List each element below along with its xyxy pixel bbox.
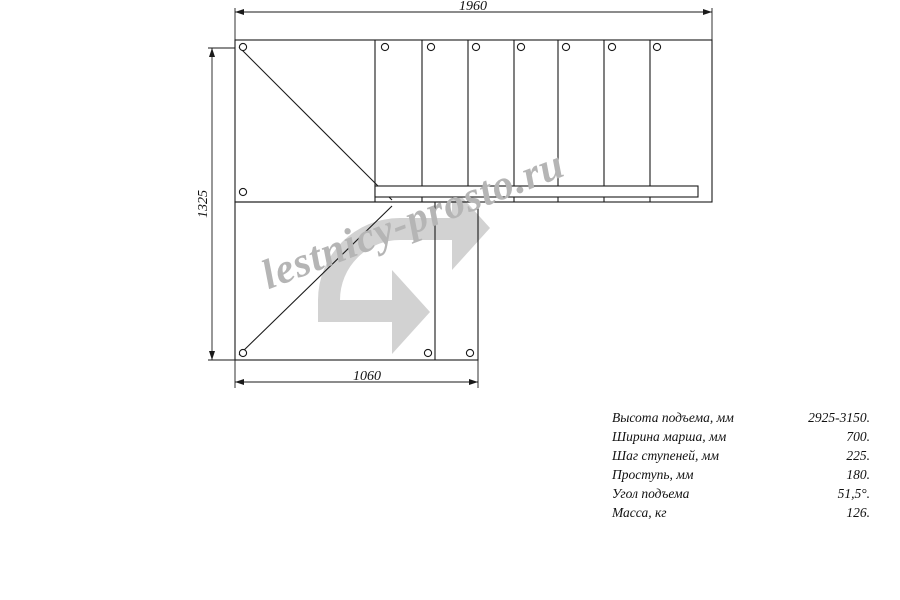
dimension-bottom-width: 1060 — [353, 369, 381, 384]
spec-label: Шаг ступеней, мм — [612, 448, 720, 463]
upper-flight-outline — [235, 40, 712, 202]
spec-label: Угол подъема — [612, 486, 690, 501]
spec-value: 51,5°. — [837, 486, 870, 501]
spec-label: Масса, кг — [612, 505, 667, 520]
spec-value: 700. — [846, 429, 870, 444]
dimension-left-height: 1325 — [196, 190, 211, 218]
spec-value: 180. — [846, 467, 870, 482]
diagonal-brace-upper — [239, 47, 392, 200]
specification-table — [612, 408, 870, 522]
spec-row — [612, 503, 870, 522]
fixing-points — [239, 43, 660, 356]
spec-row — [612, 446, 870, 465]
spec-value: 2925-3150. — [808, 410, 870, 425]
spec-label: Ширина марша, мм — [612, 429, 727, 444]
spec-label: Проступь, мм — [612, 467, 694, 482]
direction-arrow — [318, 186, 490, 354]
spec-row — [612, 427, 870, 446]
dimension-top-width: 1960 — [459, 0, 487, 14]
spec-value: 126. — [846, 505, 870, 520]
watermark-text: lestnicy-prosto.ru — [255, 141, 571, 299]
spec-label: Высота подъема, мм — [612, 410, 734, 425]
spec-row — [612, 465, 870, 484]
diagonal-brace-lower — [239, 206, 392, 355]
spec-row — [612, 484, 870, 503]
spec-row — [612, 408, 870, 427]
spec-value: 225. — [846, 448, 870, 463]
stringer-beam — [375, 186, 698, 197]
